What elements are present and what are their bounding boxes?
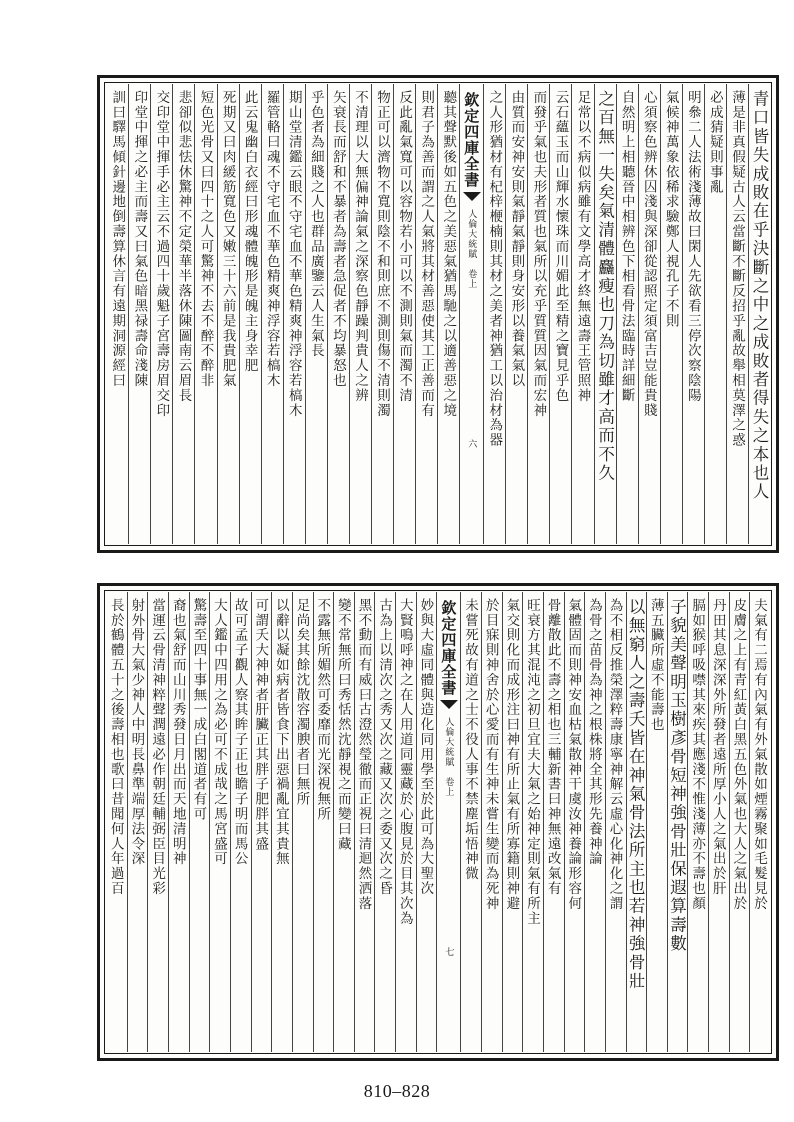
text-column — [415, 84, 437, 544]
text-column — [522, 592, 543, 1052]
text-column — [748, 84, 770, 544]
column-text: 足尚矣其餘沈散容濁腴者曰無所 — [293, 598, 310, 807]
text-column — [460, 592, 481, 1052]
text-column — [682, 84, 704, 544]
top-page-frame — [97, 75, 779, 553]
text-column — [437, 84, 459, 544]
bottom-page-frame — [97, 583, 779, 1061]
column-text: 不清理以大無偏神論氣之深察色靜躁判貴人之辨 — [351, 90, 368, 403]
text-column — [708, 592, 729, 1052]
text-column — [416, 592, 437, 1052]
column-text: 以無窮人之壽夭皆在神氣骨法所主也若神強骨壯 — [626, 598, 646, 991]
text-column — [704, 84, 726, 544]
column-text: 羅管輅曰魂不守宅血不華色精爽神浮容若槁木 — [263, 90, 280, 388]
column-text: 反此亂氣寬可以容物若小可以不測則氣而濁不清 — [396, 90, 413, 403]
column-text: 之百無一失矣氣清體麤瘦也刀為切雖才高而不久 — [595, 90, 615, 483]
text-column — [333, 592, 354, 1052]
text-column — [106, 84, 128, 544]
column-text: 必成猜疑則事亂 — [706, 90, 723, 195]
text-column — [729, 592, 750, 1052]
text-column — [571, 84, 593, 544]
text-column — [127, 592, 148, 1052]
text-column — [261, 84, 283, 544]
column-text: 明叅二人法術淺薄故曰閑人先欲看三停次察陰陽 — [684, 90, 701, 403]
text-column — [395, 592, 416, 1052]
column-text: 旺衰方其混沌之初旦宜夫大氣之始神定則氣有所主 — [523, 598, 540, 926]
column-text: 皮膚之上有青紅黃白黑五色外氣也大人之氣出於 — [730, 598, 747, 911]
column-text: 驚壽至四十事無一成白閣道者有可 — [190, 598, 207, 822]
column-text: 為不相反推榮澤粹壽康寧神解云虛心化神化之謂 — [606, 598, 623, 911]
text-column — [292, 592, 313, 1052]
column-text: 大人鑑中四用之為必可不成哉之馬宮盛可 — [210, 598, 227, 867]
center-gutter — [459, 84, 483, 544]
fish-tail-mark-icon — [463, 192, 481, 201]
text-column — [172, 84, 194, 544]
column-text: 氣體固而則神安血枯氣散神干虞汝神養論形容何 — [565, 598, 582, 911]
text-column — [354, 592, 375, 1052]
text-column — [605, 592, 626, 1052]
top-page-columns — [106, 84, 770, 544]
text-column — [667, 592, 688, 1052]
column-text: 古為上以清次之秀又次之藏又次之委又次之昏 — [376, 598, 393, 896]
column-text: 當運云骨清神粹聲潤遠必作朝廷輔弼臣目光彩 — [149, 598, 166, 896]
text-column — [147, 592, 168, 1052]
column-text: 射外骨大氣少神人中明長鼻準端厚法令深 — [128, 598, 145, 867]
column-text: 印堂中揮之必主而壽又曰氣色暗黑禄壽命淺陳 — [131, 90, 148, 388]
text-column — [749, 592, 770, 1052]
column-text: 故可孟子觀人察其眸子正也瞻子明而馬公 — [231, 598, 248, 867]
column-text: 氣交則化而成形注曰神有所止氣有所寡籍則神避 — [503, 598, 520, 911]
text-column — [217, 84, 239, 544]
text-column — [194, 84, 216, 544]
text-column — [646, 592, 667, 1052]
column-text: 黑不動而有威曰古澄然瑩徹而正視曰清迴然洒落 — [355, 598, 372, 911]
column-text: 乎色者為細賤之人也群品廣鑒云人生氣長 — [307, 90, 324, 359]
text-column — [313, 592, 334, 1052]
gutter-volume: 人倫大統賦 卷上 — [466, 209, 477, 289]
text-column — [271, 592, 292, 1052]
text-column — [527, 84, 549, 544]
text-column — [106, 592, 127, 1052]
column-text: 短色光骨又曰四十之人可驚神不去不醉不醉非 — [197, 90, 214, 388]
column-text: 而發乎氣也夫形者質也氣所以充乎質質因氣而宏神 — [530, 90, 547, 418]
text-column — [549, 84, 571, 544]
column-text: 云石蘊玉而山輝水懷珠而川媚此至精之寶見乎色 — [552, 90, 569, 403]
text-column — [638, 84, 660, 544]
column-text: 薄是非真假疑古人云當斷不斷反招乎亂故舉相莫澤之惑 — [728, 90, 745, 448]
text-column — [584, 592, 605, 1052]
column-text: 青口皆失成敗在乎決斷之中之成敗者得失之本也人 — [750, 90, 769, 502]
column-text: 膈如猴呼吸噤其來疾其應淺不惟淺薄亦不壽也顏 — [689, 598, 706, 911]
column-text: 訓曰驛馬傾針邊地倒壽算休言有遠期洞源經曰 — [109, 90, 126, 388]
text-column — [327, 84, 349, 544]
text-column — [209, 592, 230, 1052]
column-text: 裔也氣舒而山川秀發日月出而天地清明神 — [169, 598, 186, 867]
text-column — [543, 592, 564, 1052]
text-column — [189, 592, 210, 1052]
column-text: 矢衰長而舒和不暴者為壽者急促者不均暴怒也 — [329, 90, 346, 388]
column-text: 不露無所媚然可委靡而光深視無所 — [314, 598, 331, 822]
column-text: 之人形猶材有杞梓楩楠則其材之美者神猶工以治材為器 — [486, 90, 503, 448]
bottom-page-columns — [106, 592, 770, 1052]
column-text: 妙與大虛同體與造化同用學至於此可為大聖次 — [417, 598, 434, 896]
column-text: 則君子為善而謂之人氣將其材善惡使其工正善而有 — [418, 90, 435, 418]
text-column — [564, 592, 585, 1052]
text-column — [626, 592, 647, 1052]
text-column — [283, 84, 305, 544]
center-gutter — [436, 592, 460, 1052]
text-column — [687, 592, 708, 1052]
column-text: 夫氣有二焉有內氣有外氣散如煙霧聚如毛髮見於 — [751, 598, 767, 911]
column-text: 自然明上相聽晉中相辨色下相看骨法臨時詳細斷 — [618, 90, 635, 403]
text-column — [374, 592, 395, 1052]
text-column — [393, 84, 415, 544]
text-column — [349, 84, 371, 544]
column-text: 悲卻似悲怯休驚神不定榮華半落休陳圖南云眉長 — [175, 90, 192, 403]
column-text: 未嘗死故有道之士不役人事不禁塵垢悟神微 — [462, 598, 479, 882]
column-text: 於目寐則神舍於心愛而有生神未嘗生變而為死神 — [482, 598, 499, 911]
text-column — [505, 84, 527, 544]
text-column — [483, 84, 505, 544]
text-column — [481, 592, 502, 1052]
column-text: 薄五臟所虛不能壽也 — [647, 598, 664, 733]
text-column — [128, 84, 150, 544]
text-column — [371, 84, 393, 544]
column-text: 以辭以凝如病者皆食下出惡禍亂宜其貴無 — [272, 598, 289, 867]
text-column — [616, 84, 638, 544]
text-column — [230, 592, 251, 1052]
gutter-title: 欽定四庫全書 — [462, 92, 481, 188]
text-column — [150, 84, 172, 544]
column-text: 此云鬼幽白衣經曰形魂體魄形是魄主身幸肥 — [241, 90, 258, 374]
text-column — [251, 592, 272, 1052]
column-text: 死期又曰肉緩筋寬色又嫩三十六前是我貴肥氣 — [219, 90, 236, 388]
column-text: 可謂夭大神神者肝臟正其胖子肥胖其盛 — [252, 598, 269, 852]
column-text: 物正可以濟物不寬則陰不和則庶不測則傷不清則濁 — [374, 90, 390, 418]
gutter-volume: 人倫大統賦 卷上 — [443, 717, 454, 797]
text-column — [660, 84, 682, 544]
column-text: 氣候神萬象依稀求驗鄭人視孔子不則 — [662, 90, 679, 329]
column-text: 長於鶴體五十之後壽相也歌曰昔聞何人年過百 — [107, 598, 124, 896]
column-text: 為骨之苗骨為神之根株將全其形先養神論 — [585, 598, 602, 867]
text-column — [168, 592, 189, 1052]
column-text: 足常以不病似病雖有文學高才終無遠壽王管照神 — [574, 90, 591, 403]
fish-tail-mark-icon — [440, 700, 458, 709]
column-text: 子貌美聲明玉樹彥骨短神強骨壯保遐算壽數 — [667, 598, 687, 954]
gutter-page: 六 — [466, 439, 477, 448]
column-text: 期山堂清鑑云眼不守宅血不華色精爽神浮容若槁木 — [285, 90, 302, 418]
page-number: 810–828 — [363, 1081, 431, 1101]
text-column — [594, 84, 616, 544]
gutter-page: 七 — [443, 947, 454, 956]
column-text: 大賢鳴呼神之在人用道同靈藏於心腹見於目其次為 — [396, 598, 413, 926]
text-column — [502, 592, 523, 1052]
column-text: 由質而安神安則氣靜氣靜則身安形以養氣氣以 — [508, 90, 525, 388]
column-text: 交印堂中揮手必主云不過四十歲魁子宮壽房眉交印 — [153, 90, 170, 418]
column-text: 聽其聲默後如五色之美惡氣猶馬馳之以適善惡之境 — [440, 90, 457, 418]
gutter-title: 欽定四庫全書 — [439, 600, 458, 696]
column-text: 骨離散此不壽之相也三輔新書曰神無遠改氣有 — [544, 598, 561, 896]
column-text: 心須察色辨休囚淺與深卻從認照定須富吉豈能貴賤 — [640, 90, 657, 418]
column-text: 變不常無所曰秀恬然沈靜視之而變曰藏 — [334, 598, 351, 852]
text-column — [726, 84, 748, 544]
text-column — [305, 84, 327, 544]
column-text: 丹田其息深深外所發者遠所厚小人之氣出於肝 — [709, 598, 726, 896]
text-column — [239, 84, 261, 544]
